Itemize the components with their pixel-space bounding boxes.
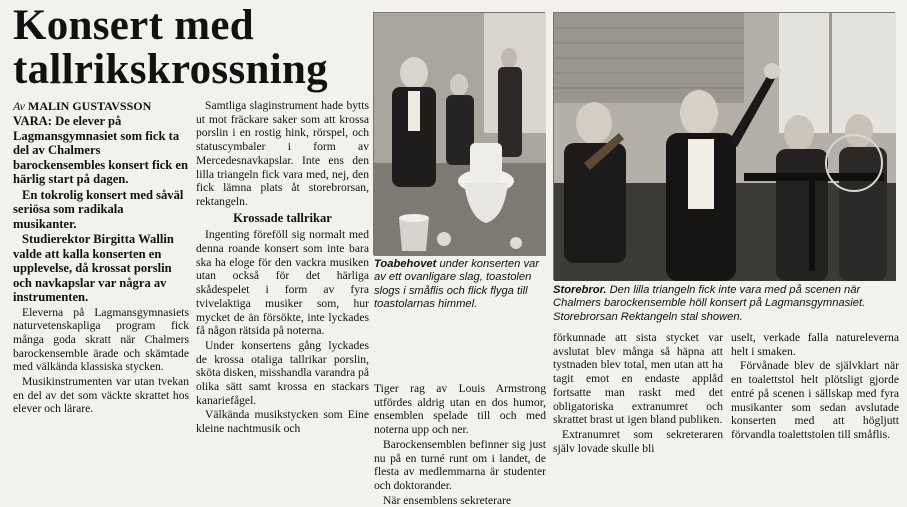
body-paragraph: Samtliga slaginstrument hade bytts ut mot fräckare saker som att krossa porslin i en rostig hink, rörspel, och statuscymbaler i form av Mercedesnavkapslar. Inte ens den lilla triangeln fick vara med, nej, den fick lämna plats åt storebrorsan, rektangeln. [196,99,369,208]
byline: Av MALIN GUSTAVSSON [13,99,152,113]
headline-line-1: Konsert med [13,2,254,49]
article-column-3 [374,382,546,507]
article-column-2 [196,99,369,474]
subheading: Krossade tallrikar [233,210,332,225]
photo-caption-2 [553,284,897,324]
body-paragraph: Tiger rag av Louis Armstrong utfördes aldrig utan en dos humor, ensemblen spelade till och med noterna upp och ner. [374,382,546,437]
body-paragraph: När ensemblens sekreterare [383,493,512,507]
article-column-4 [553,331,723,474]
photo-toilet-illustration [374,13,546,256]
caption-lead: Storebror. [553,284,607,296]
byline-author: MALIN GUSTAVSSON [28,99,152,113]
caption-text: under konserten var av ett ovanligare slag, toastolen slogs i småflis och flick flyga till toastolarnas himmel. [374,258,539,311]
body-paragraph: Under konsertens gång lyckades de krossa otaliga tallrikar porslin, sköta disken, misshandla varandra på olika sätt samt krossa en stackars kanariefågel. [196,338,369,407]
headline [13,4,365,92]
body-paragraph: Musikinstrumenten var utan tvekan en del av det som väckte skrattet hos elever och lärare. [13,375,189,416]
body-paragraph: förkunnade att sista stycket var avslutat blev många så häpna att tystnaden blev total, men utan att ha tagit emot en endaste applåd fortsatte man raskt med det obligatoriska extranumret och skrattet brast ut igen bland publiken. [553,331,723,427]
body-paragraph: Extranumret som sekreteraren själv lovade skulle bli [553,427,723,455]
headline-line-2: tallrikskrossning [13,46,328,93]
article-column-5 [731,331,899,474]
body-paragraph: Förvånade blev de självklart när en toalettstol helt plötsligt gjorde entré på scenen i sällskap med fyra musikanter som sedan avslutade konserten med att högljutt förvandla toalettstolen till småflis. [731,359,899,441]
photo-musicians-rectangle [553,12,895,280]
photo-toilet-performance [373,12,545,255]
lead-paragraph-2: En tokrolig konsert med såväl seriösa som radikala musikanter. [13,187,184,231]
body-paragraph: Eleverna på Lagmansgymnasiets naturvetenskapliga program fick många goda skratt när Chalmers barockensemble ärade och skämtade med välkända klassiska stycken. [13,305,189,374]
caption-text: Den lilla triangeln fick inte vara med på scenen när Chalmers barockensemble höll konsert på Lagmansgymnasiet. Storebrorsan Rektangeln stal showen. [553,284,866,323]
body-paragraph: Barockensemblen befinner sig just nu på en turné runt om i landet, de flesta av medlemmarna är studenter och doktorander. [374,437,546,492]
body-paragraph: uselt, verkade falla natureleverna helt i smaken. [731,331,899,358]
lead-paragraph-1: VARA: De elever på Lagmansgymnasiet som fick ta del av Chalmers barockensembles konsert fick en härlig start på dagen. [13,114,189,186]
lead-paragraph-3: Studierektor Birgitta Wallin valde att kalla konserten en upplevelse, då krossat porslin och navkapslar var några av instrumenten. [13,232,174,304]
body-paragraph: Ingenting föreföll sig normalt med denna roande konsert som inte bara ska ha eloge för den vackra musiken utan också för det härliga skådespelet i form av fyra tvivelaktiga musiker som, hur mycket de än försökte, inte lyckades få någon rätsida på noterna. [196,228,369,338]
caption-lead: Toabehovet [374,258,437,270]
photo-caption-1 [374,258,546,312]
photo-musicians-illustration [554,13,896,281]
article-column-1 [13,99,189,474]
body-paragraph: Välkända musikstycken som Eine kleine nachtmusik och [196,408,369,436]
